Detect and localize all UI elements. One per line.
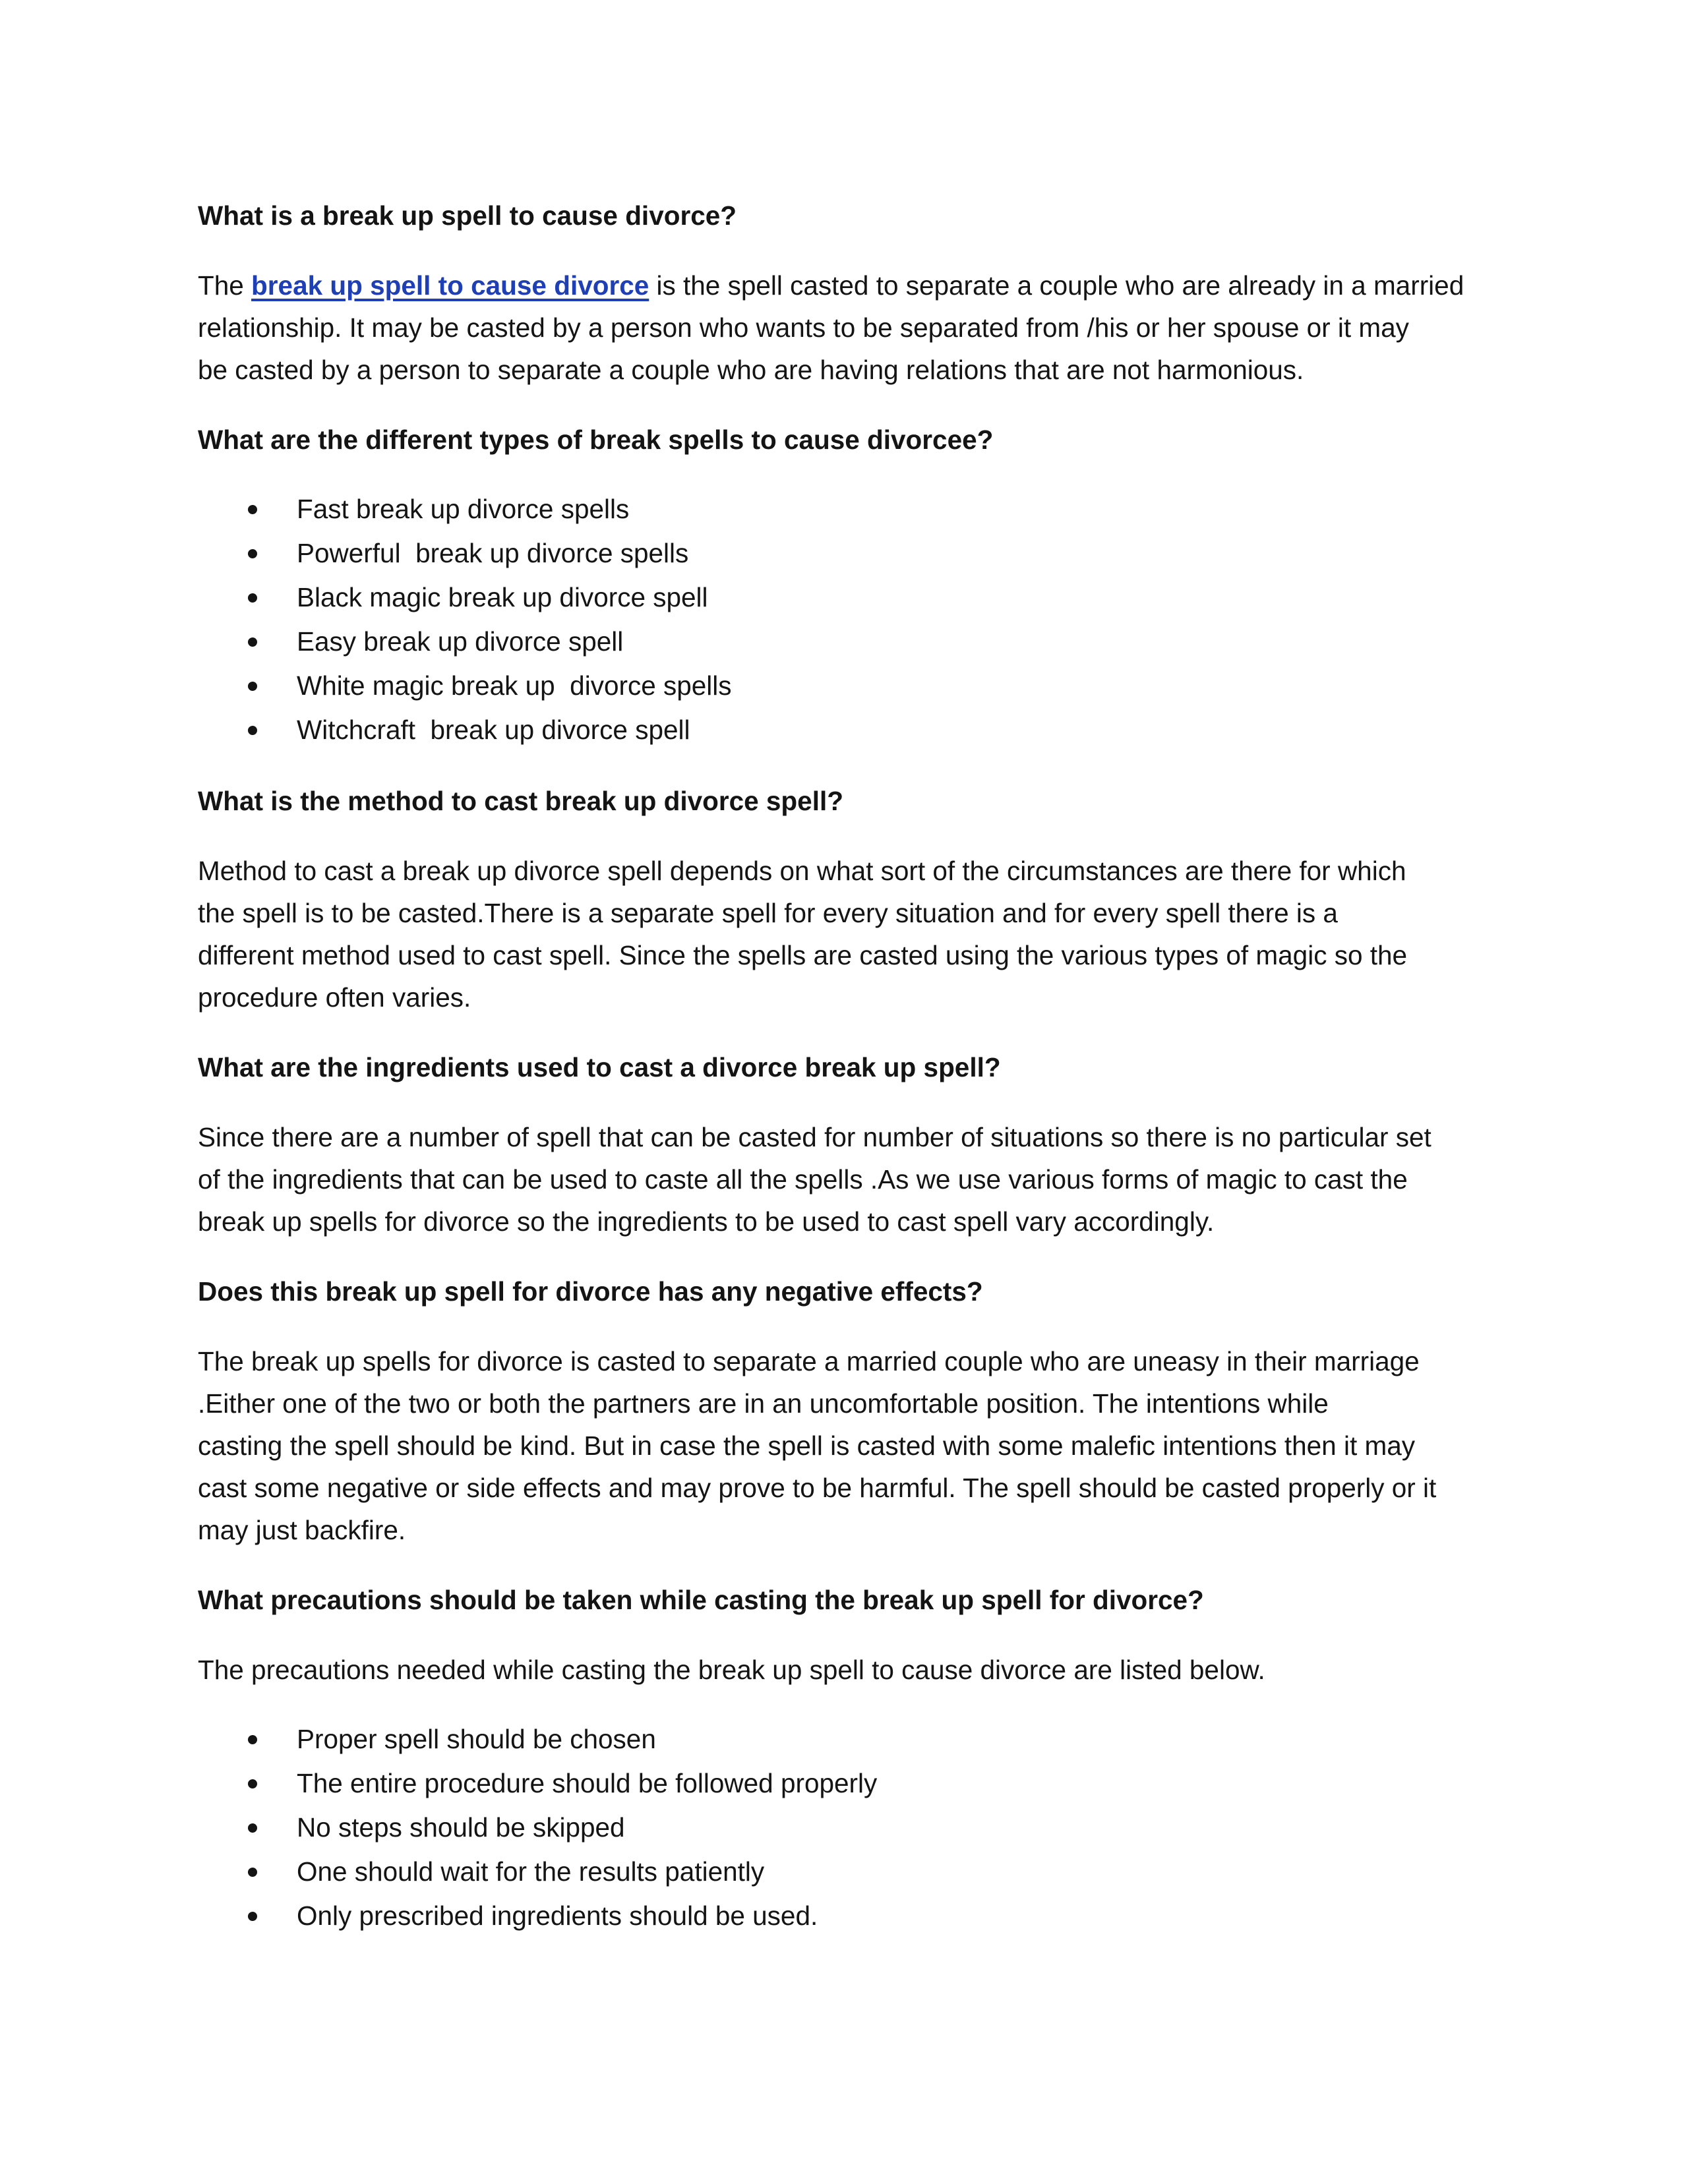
bullet-icon — [248, 1735, 257, 1744]
heading-what-is-spell: What is a break up spell to cause divorce? — [198, 200, 737, 231]
bullet-icon — [248, 637, 257, 647]
list-item: Fast break up divorce spells — [198, 487, 1503, 531]
bullet-icon — [248, 1823, 257, 1833]
paragraph-precautions-intro: The precautions needed while casting the break up spell to cause divorce are listed below. — [198, 1655, 1265, 1685]
paragraph-method: Method to cast a break up divorce spell depends on what sort of the circumstances are there for which the spell is to be casted.There is a separate spell for every situation and for every spell there is a different method used to cast spell. Since the spells are casted using the various types of magic so the procedure often varies. — [198, 856, 1408, 1013]
paragraph-ingredients: Since there are a number of spell that can be casted for number of situations so there is no particular set of the ingredients that can be used to caste all the spells .As we use various forms of magic to cast the break up spells for divorce so the ingredients to be used to cast spell vary accordingly. — [198, 1122, 1432, 1237]
heading-method: What is the method to cast break up divorce spell? — [198, 786, 843, 816]
definition-line-1: The break up spell to cause divorce is the spell casted to separate a couple who are already in a married — [198, 270, 1464, 301]
list-item: White magic break up divorce spells — [198, 664, 1503, 708]
paragraph-definition — [198, 264, 1503, 391]
heading-precautions: What precautions should be taken while casting the break up spell for divorce? — [198, 1585, 1204, 1615]
break-up-spell-link[interactable]: break up spell to cause divorce — [251, 270, 649, 301]
list-item: Proper spell should be chosen — [198, 1717, 1503, 1761]
bullet-icon — [248, 549, 257, 558]
list-item: One should wait for the results patiently — [198, 1850, 1503, 1894]
list-item: Witchcraft break up divorce spell — [198, 708, 1503, 752]
bullet-icon — [248, 1779, 257, 1788]
definition-line-3: be casted by a person to separate a couple who are having relations that are not harmonious. — [198, 355, 1304, 385]
definition-line-2: relationship. It may be casted by a person who wants to be separated from /his or her spouse or it may — [198, 312, 1409, 343]
document-page — [198, 194, 1503, 1938]
list-item: No steps should be skipped — [198, 1806, 1503, 1850]
bullet-icon — [248, 505, 257, 514]
heading-ingredients: What are the ingredients used to cast a divorce break up spell? — [198, 1052, 1001, 1082]
precautions-list — [198, 1717, 1503, 1938]
list-item: Black magic break up divorce spell — [198, 576, 1503, 620]
bullet-icon — [248, 682, 257, 691]
list-item: Only prescribed ingredients should be used. — [198, 1894, 1503, 1938]
bullet-icon — [248, 1912, 257, 1921]
heading-types: What are the different types of break spells to cause divorcee? — [198, 425, 994, 455]
heading-negative-effects: Does this break up spell for divorce has any negative effects? — [198, 1276, 983, 1307]
bullet-icon — [248, 593, 257, 603]
bullet-icon — [248, 726, 257, 735]
bullet-icon — [248, 1868, 257, 1877]
types-list — [198, 487, 1503, 752]
list-item: The entire procedure should be followed properly — [198, 1761, 1503, 1806]
list-item: Easy break up divorce spell — [198, 620, 1503, 664]
list-item: Powerful break up divorce spells — [198, 531, 1503, 576]
paragraph-negative-effects: The break up spells for divorce is casted to separate a married couple who are uneasy in their marriage .Either one of the two or both the partners are in an uncomfortable position. The intentions while casting the spell should be kind. But in case the spell is casted with some malefic intentions then it may cast some negative or side effects and may prove to be harmful. The spell should be casted properly or it may just backfire. — [198, 1346, 1437, 1545]
